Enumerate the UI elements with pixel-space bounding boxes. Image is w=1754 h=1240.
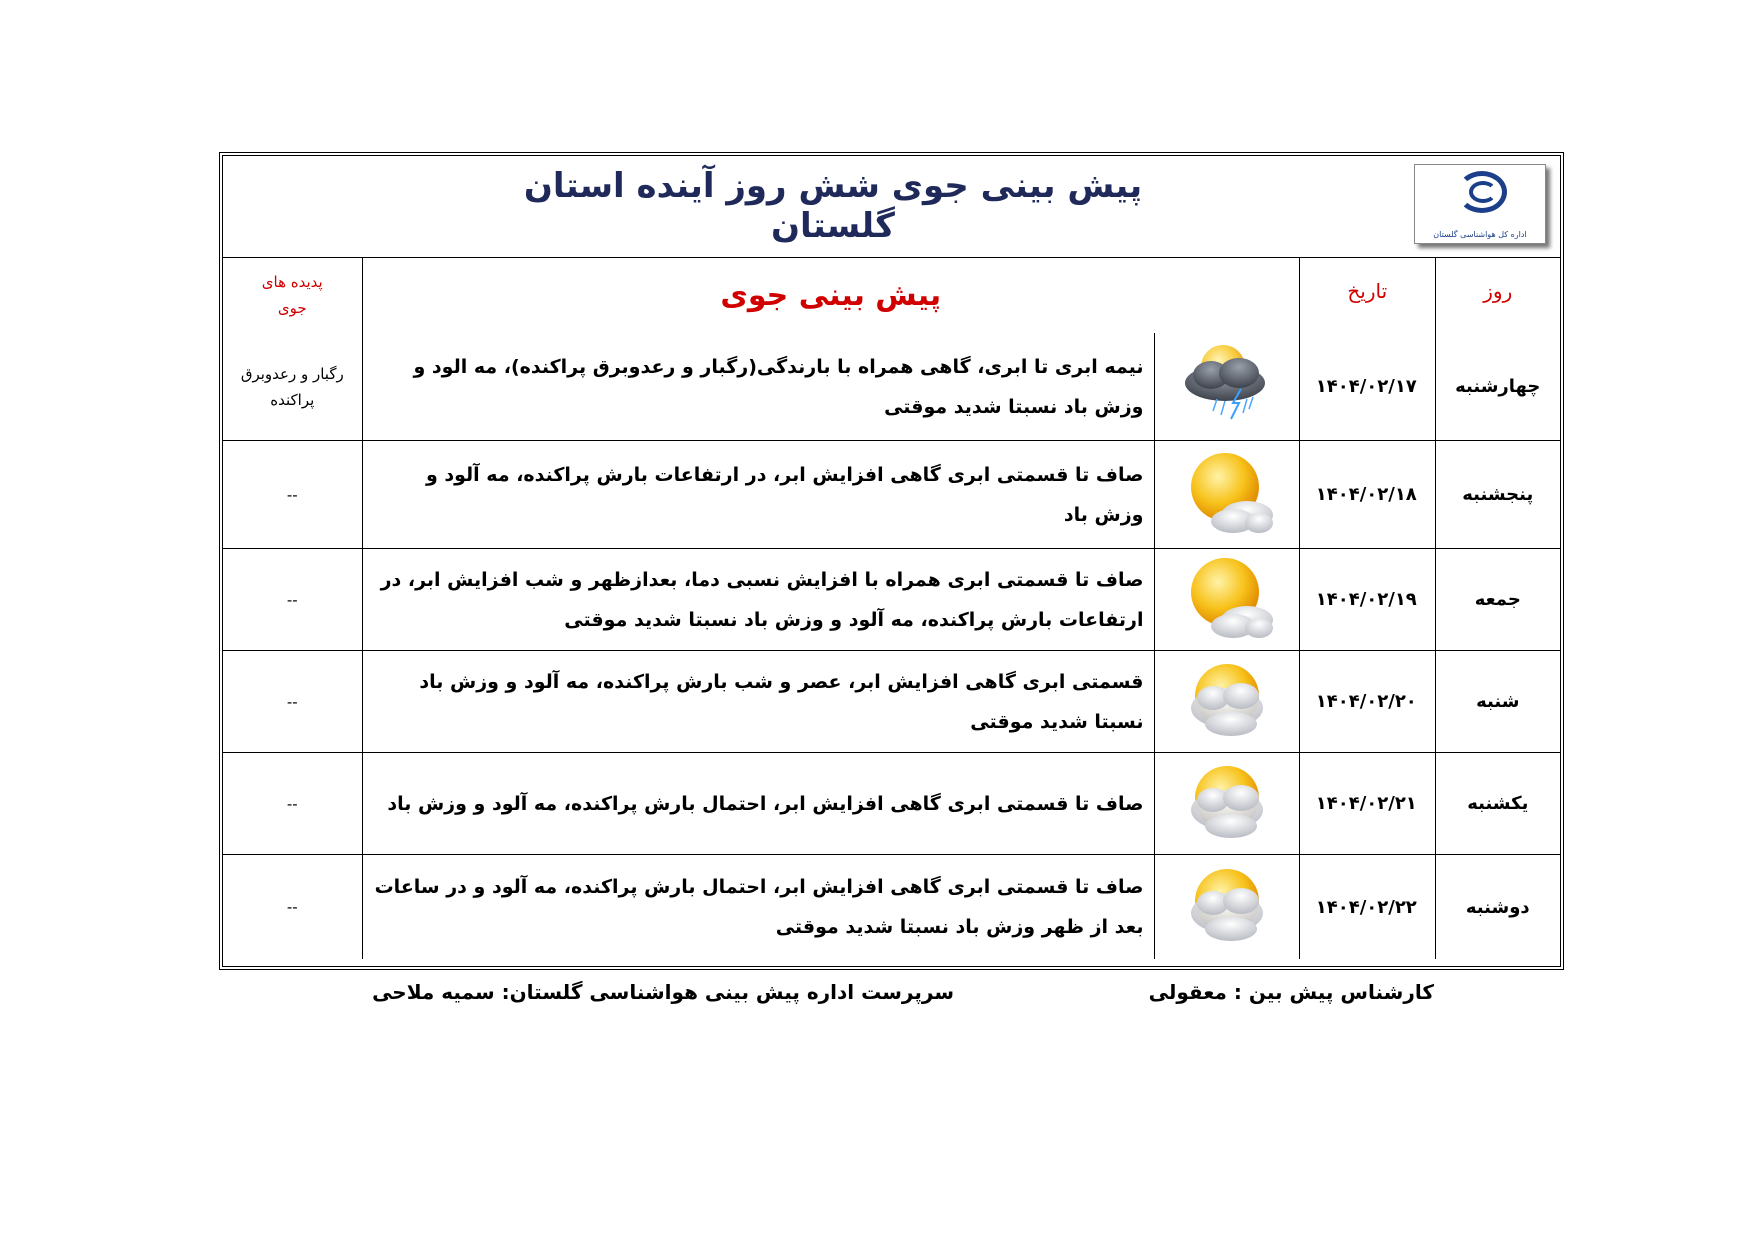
logo-disc-inner-icon — [1469, 181, 1497, 203]
page-title: پیش بینی جوی شش روز آینده استان گلستان — [523, 166, 1143, 246]
forecast-frame — [219, 152, 1564, 970]
row-day: شنبه — [1435, 651, 1560, 753]
row-forecast: صاف تا قسمتی ابری گاهی افزایش ابر، احتمال بارش پراکنده، مه آلود و وزش باد — [362, 753, 1154, 855]
row-phenomena: -- — [223, 441, 362, 549]
table-row — [223, 333, 1560, 441]
sun-cloud-icon — [1154, 441, 1300, 549]
table-row — [223, 753, 1560, 855]
row-day: چهارشنبه — [1435, 333, 1560, 441]
row-forecast: صاف تا قسمتی ابری گاهی افزایش ابر، در ارتفاعات بارش پراکنده، مه آلود و وزش باد — [362, 441, 1154, 549]
forecast-inner-frame — [222, 155, 1561, 967]
table-row — [223, 441, 1560, 549]
row-date: ۱۴۰۴/۰۲/۱۷ — [1299, 333, 1435, 441]
cloud-thunder-rain-icon — [1154, 333, 1300, 441]
row-forecast: صاف تا قسمتی ابری گاهی افزایش ابر، احتمال بارش پراکنده، مه آلود و در ساعات بعد از ظهر وزش باد نسبتا شدید موقتی — [362, 855, 1154, 959]
row-day: جمعه — [1435, 549, 1560, 651]
meteorology-logo — [1414, 164, 1546, 244]
row-phenomena: -- — [223, 651, 362, 753]
row-day: یکشنبه — [1435, 753, 1560, 855]
column-header-day: روز — [1435, 257, 1560, 333]
row-phenomena: -- — [223, 753, 362, 855]
row-date: ۱۴۰۴/۰۲/۲۲ — [1299, 855, 1435, 959]
row-date: ۱۴۰۴/۰۲/۱۹ — [1299, 549, 1435, 651]
row-date: ۱۴۰۴/۰۲/۱۸ — [1299, 441, 1435, 549]
column-header-phenomena: پدیده های جوی — [261, 273, 323, 317]
forecaster-name: کارشناس پیش بین : معقولی — [1148, 980, 1434, 1004]
row-day: دوشنبه — [1435, 855, 1560, 959]
table-row — [223, 855, 1560, 959]
row-phenomena: رگبار و رعدوبرق پراکنده — [223, 333, 362, 441]
row-forecast: صاف تا قسمتی ابری همراه با افزایش نسبی دما، بعدازظهر و شب افزایش ابر، در ارتفاعات بارش پراکنده، مه آلود و وزش باد نسبتا شدید موقتی — [362, 549, 1154, 651]
sun-cloud-icon — [1154, 549, 1300, 651]
logo-caption: اداره کل هواشناسی گلستان — [1433, 230, 1527, 239]
row-forecast: قسمتی ابری گاهی افزایش ابر، عصر و شب بارش پراکنده، مه آلود و وزش باد نسبتا شدید موقتی — [362, 651, 1154, 753]
table-row — [223, 651, 1560, 753]
table-row — [223, 549, 1560, 651]
row-date: ۱۴۰۴/۰۲/۲۱ — [1299, 753, 1435, 855]
column-header-date: تاریخ — [1299, 257, 1435, 333]
row-day: پنجشنبه — [1435, 441, 1560, 549]
title-row — [223, 156, 1560, 258]
row-date: ۱۴۰۴/۰۲/۲۰ — [1299, 651, 1435, 753]
forecast-table — [223, 257, 1560, 959]
row-forecast: نیمه ابری تا ابری، گاهی همراه با بارندگی(رگبار و رعدوبرق پراکنده)، مه الود و وزش باد نسبتا شدید موقتی — [362, 333, 1154, 441]
row-phenomena: -- — [286, 898, 298, 916]
partly-cloudy-icon — [1154, 753, 1300, 855]
column-header-forecast: پیش بینی جوی — [362, 257, 1299, 333]
supervisor-name: سرپرست اداره پیش بینی هواشناسی گلستان: سمیه ملاحی — [372, 980, 954, 1004]
row-phenomena: -- — [223, 549, 362, 651]
partly-cloudy-icon — [1154, 651, 1300, 753]
table-header-row — [223, 257, 1560, 333]
partly-cloudy-icon — [1154, 855, 1300, 959]
